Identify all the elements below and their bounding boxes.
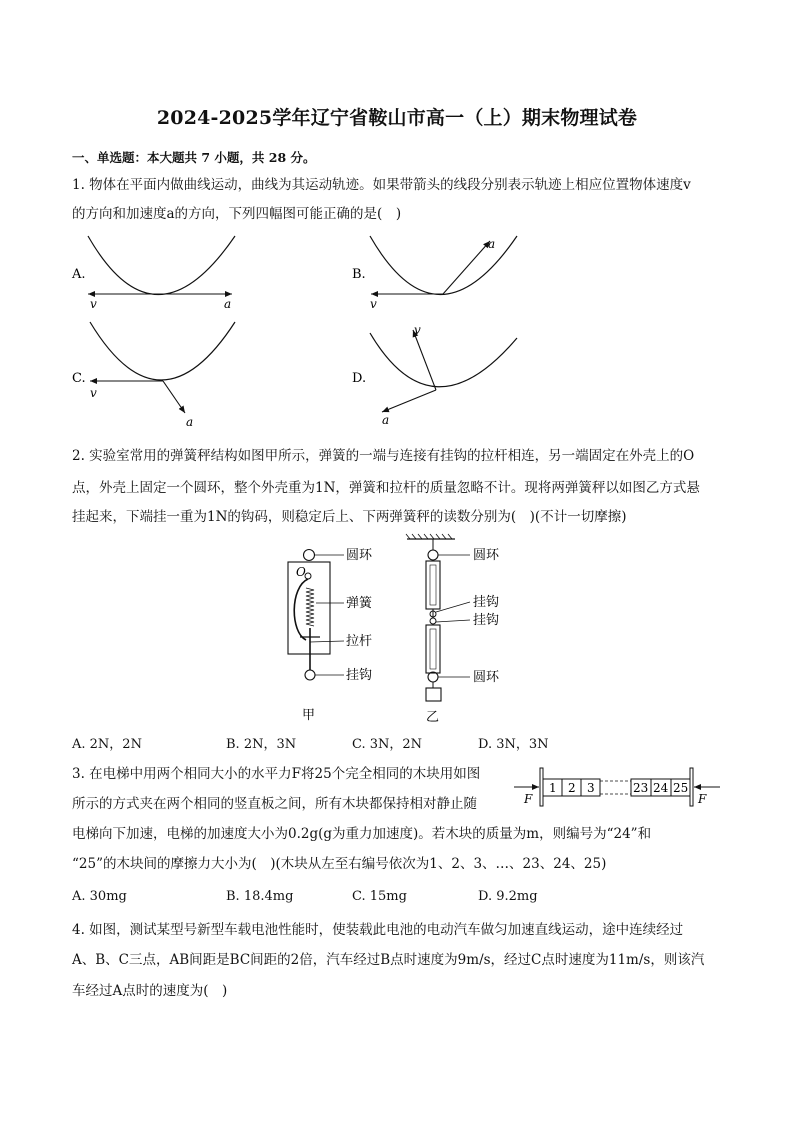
jia-label-hook: 挂钩 <box>346 668 373 683</box>
q1a-curve <box>88 236 235 295</box>
svg-text:3: 3 <box>587 781 595 795</box>
yi-lower-scale <box>426 625 440 673</box>
svg-text:1: 1 <box>549 781 557 795</box>
section-heading: 一、单选题：本大题共 7 小题，共 28 分。 <box>72 150 316 165</box>
svg-text:25: 25 <box>673 781 689 795</box>
q1-opt-b: B. <box>352 267 366 282</box>
q2-option-a[interactable]: A. 2N，2N <box>72 737 142 752</box>
q3-line4: “25”的木块间的摩擦力大小为( )(木块从左至右编号依次为1、2、3、…、23、24、25) <box>72 856 607 872</box>
q1d-a-label: a <box>382 413 390 427</box>
q3-option-d[interactable]: D. 9.2mg <box>478 889 538 904</box>
yi-weight <box>426 688 441 701</box>
q1-figures <box>60 228 740 433</box>
jia-caption: 甲 <box>302 708 316 723</box>
q3-line1: 3. 在电梯中用两个相同大小的水平力F将25个完全相同的木块用如图 <box>72 766 481 782</box>
svg-text:24: 24 <box>653 781 669 795</box>
right-force-label: F <box>698 792 707 806</box>
jia-label-ring: 圆环 <box>346 548 373 563</box>
q1-line2: 的方向和加速度a的方向，下列四幅图可能正确的是( ) <box>72 206 402 222</box>
yi-upper-scale <box>426 561 440 609</box>
q1c-a-arrow <box>163 381 185 413</box>
q1b-v-label: v <box>370 297 377 311</box>
q1b-a-arrow <box>443 241 490 294</box>
yi-label-hook-upper: 挂钩 <box>473 595 500 610</box>
jia-O-label: O <box>296 565 306 579</box>
q4-line2: A、B、C三点，AB间距是BC间距的2倍，汽车经过B点时速度为9m/s，经过C点时速度为11m/s，则该汽 <box>72 952 705 968</box>
q3-option-c[interactable]: C. 15mg <box>352 889 407 904</box>
q1-opt-a: A. <box>72 267 86 282</box>
svg-text:23: 23 <box>633 781 649 795</box>
jia-top-ring <box>304 550 315 561</box>
q3-line3: 电梯向下加速，电梯的加速度大小为0.2g(g为重力加速度)。若木块的质量为m，则编号为“24”和 <box>72 826 652 842</box>
q3-option-b[interactable]: B. 18.4mg <box>226 889 294 904</box>
q1a-v-label: v <box>90 297 97 311</box>
q1-opt-d: D. <box>352 371 367 386</box>
q3-line2: 所示的方式夹在两个相同的竖直板之间，所有木块都保持相对静止随 <box>72 796 477 812</box>
q4-line1: 4. 如图，测试某型号新型车载电池性能时，使装载此电池的电动汽车做匀加速直线运动，途中连续经过 <box>72 922 684 938</box>
q2-option-c[interactable]: C. 3N，2N <box>352 737 423 752</box>
q2-figure <box>280 532 540 727</box>
q1d-v-label: v <box>414 323 421 337</box>
page-title: 2024-2025学年辽宁省鞍山市高一（上）期末物理试卷 <box>156 107 638 129</box>
jia-spring <box>306 588 314 626</box>
jia-hook-bend <box>294 579 308 640</box>
q1c-v-label: v <box>90 386 97 400</box>
yi-upper-ring <box>428 550 438 560</box>
jia-label-rod: 拉杆 <box>346 634 373 649</box>
q4-line3: 车经过A点时的速度为( ) <box>72 983 228 999</box>
q1a-a-label: a <box>224 297 232 311</box>
yi-label-ring-top: 圆环 <box>473 548 500 563</box>
q2-line1: 2. 实验室常用的弹簧秤结构如图甲所示，弹簧的一端与连接有挂钩的拉杆相连，另一端固定在外壳上的O <box>72 448 695 464</box>
yi-lower-hook <box>430 618 436 624</box>
q3-figure <box>510 766 732 810</box>
jia-label-spring: 弹簧 <box>346 596 373 611</box>
q1c-curve <box>90 322 235 380</box>
q1d-curve <box>370 333 517 387</box>
q3-option-a[interactable]: A. 30mg <box>72 889 127 904</box>
q2-line3: 挂起来，下端挂一重为1N的钩码，则稳定后上、下两弹簧秤的读数分别为( )(不计一切摩擦) <box>72 509 627 525</box>
yi-label-ring-bottom: 圆环 <box>473 670 500 685</box>
q1-opt-c: C. <box>72 371 86 386</box>
q2-option-d[interactable]: D. 3N，3N <box>478 737 549 752</box>
q2-option-b[interactable]: B. 2N，3N <box>226 737 297 752</box>
q1b-a-label: a <box>488 237 496 251</box>
jia-point-O-pin <box>305 573 311 579</box>
q2-line2: 点，外壳上固定一个圆环，整个外壳重为1N，弹簧和拉杆的质量忽略不计。现将两弹簧秤以如图乙方式悬 <box>72 480 700 496</box>
left-force-label: F <box>524 792 533 806</box>
svg-text:2: 2 <box>568 781 576 795</box>
q1-line1: 1. 物体在平面内做曲线运动，曲线为其运动轨迹。如果带箭头的线段分别表示轨迹上相应位置物体速度v <box>72 177 691 193</box>
yi-label-hook-lower: 挂钩 <box>473 613 500 628</box>
yi-caption: 乙 <box>426 710 440 725</box>
jia-bottom-hook <box>305 670 315 680</box>
q1c-a-label: a <box>186 415 194 429</box>
q1d-a-arrow <box>382 390 436 412</box>
